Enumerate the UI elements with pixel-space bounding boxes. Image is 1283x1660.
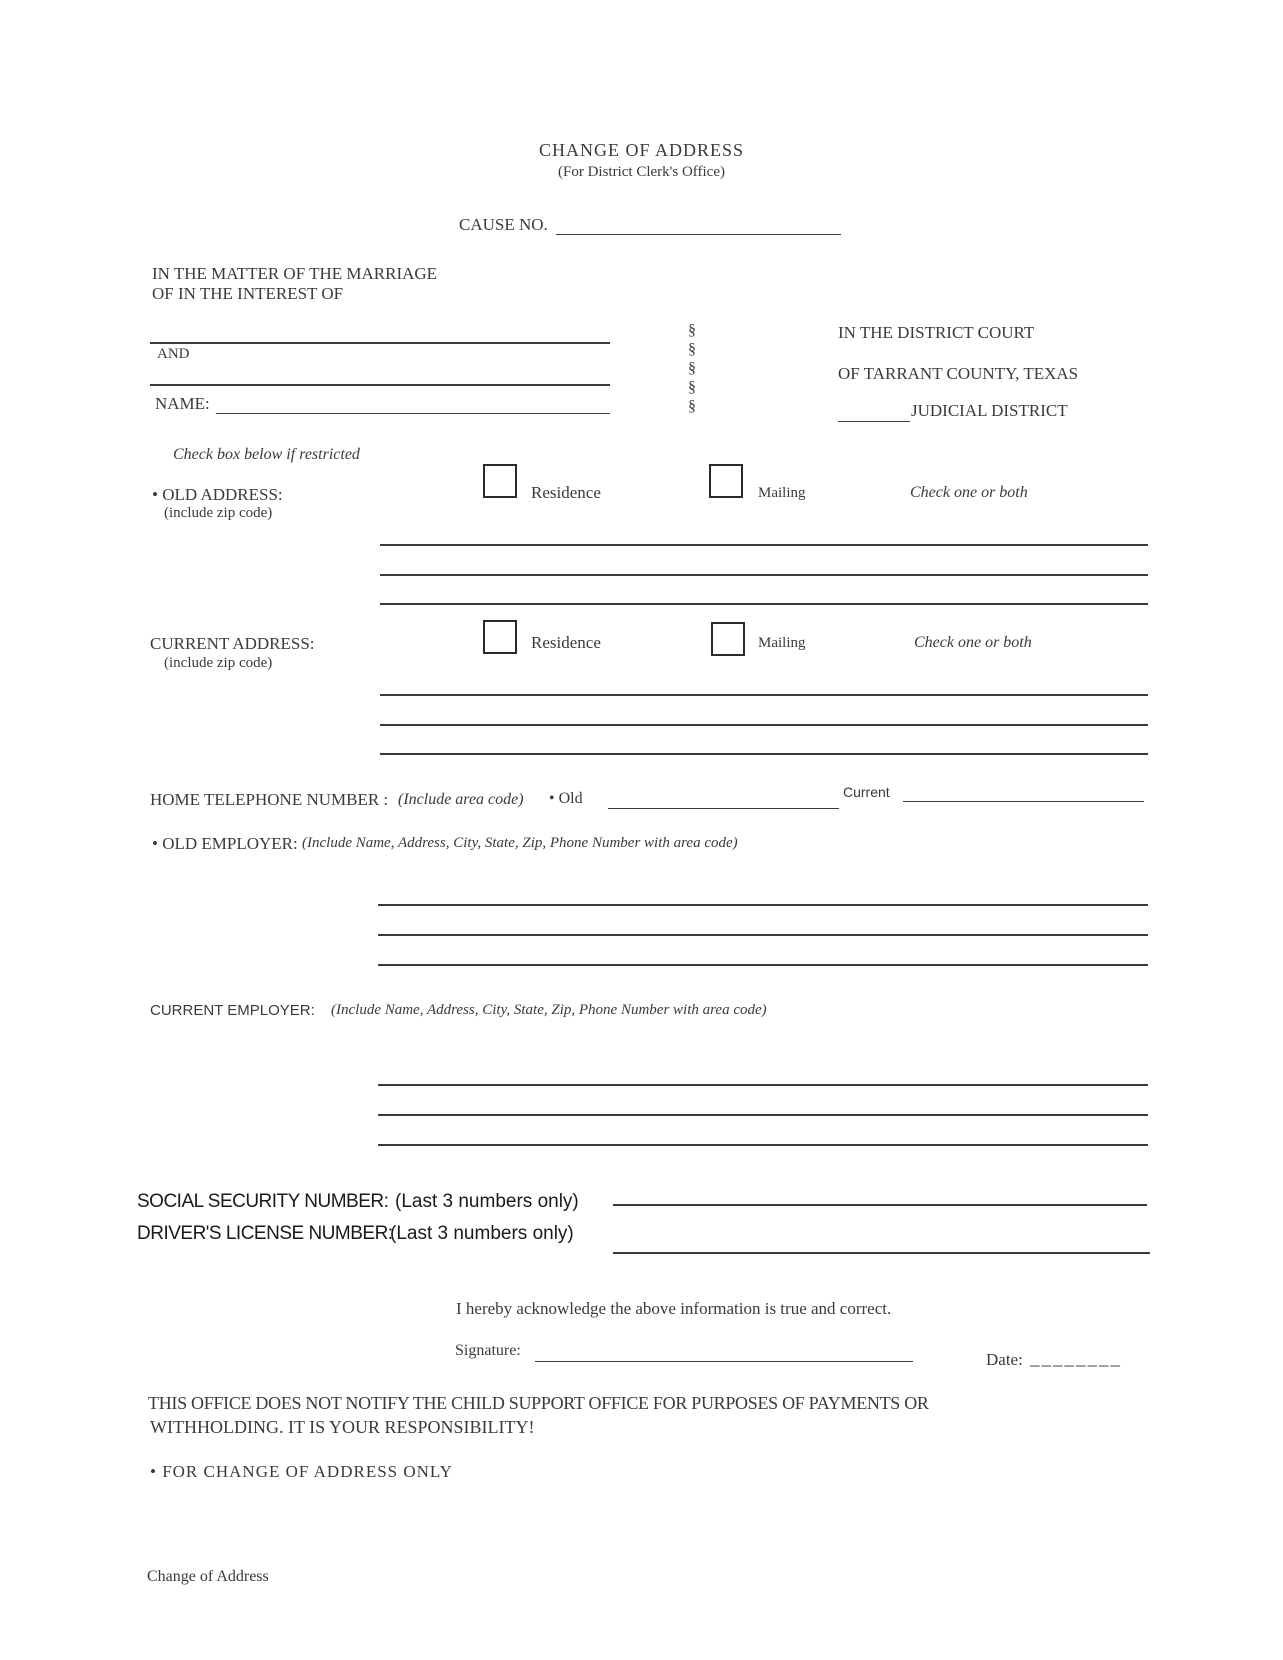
old-employer-line[interactable]: [378, 910, 1148, 932]
current-employer-label: CURRENT EMPLOYER:: [150, 1002, 315, 1019]
phone-old-underline: [608, 808, 839, 809]
old-residence-label: Residence: [531, 483, 601, 502]
old-address-rule: [380, 574, 1148, 576]
district-label: JUDICIAL DISTRICT: [911, 401, 1068, 420]
matter-line1: IN THE MATTER OF THE MARRIAGE: [152, 264, 438, 283]
current-employer-note: (Include Name, Address, City, State, Zip, Phone Number with area code): [331, 1002, 767, 1018]
name-field[interactable]: [216, 392, 610, 412]
ssn-label: SOCIAL SECURITY NUMBER:: [137, 1191, 389, 1212]
ssn-underline: [613, 1204, 1147, 1206]
old-employer-line[interactable]: [378, 880, 1148, 902]
party2-field[interactable]: [150, 362, 610, 382]
current-employer-line[interactable]: [378, 1090, 1148, 1112]
ssn-field[interactable]: [613, 1180, 1147, 1202]
signature-field[interactable]: [535, 1340, 913, 1360]
current-address-rule: [380, 694, 1148, 696]
date-field[interactable]: ________: [1030, 1348, 1122, 1369]
old-address-label: • OLD ADDRESS:: [152, 485, 283, 504]
old-address-line[interactable]: [380, 550, 1148, 572]
name-label: NAME:: [155, 394, 210, 413]
current-check-note: Check one or both: [914, 634, 1032, 651]
district-field[interactable]: [838, 400, 908, 420]
old-address-rule: [380, 544, 1148, 546]
current-address-rule: [380, 753, 1148, 755]
and-label: AND: [157, 346, 190, 362]
old-mailing-checkbox[interactable]: [709, 464, 743, 498]
section-symbol: §: [688, 341, 696, 358]
current-employer-rule: [378, 1114, 1148, 1116]
phone-label: HOME TELEPHONE NUMBER :: [150, 790, 389, 809]
old-employer-line[interactable]: [378, 940, 1148, 962]
old-address-rule: [380, 603, 1148, 605]
old-employer-rule: [378, 934, 1148, 936]
old-residence-checkbox[interactable]: [483, 464, 517, 498]
current-residence-label: Residence: [531, 633, 601, 652]
cause-underline: [556, 234, 841, 235]
matter-line2: OF IN THE INTEREST OF: [152, 284, 344, 303]
current-mailing-label: Mailing: [758, 635, 806, 651]
phone-current-field[interactable]: [903, 780, 1143, 800]
footnote: • FOR CHANGE OF ADDRESS ONLY: [150, 1462, 453, 1481]
current-address-sublabel: (include zip code): [164, 655, 273, 671]
cause-field[interactable]: [556, 213, 841, 233]
form-title: CHANGE OF ADDRESS: [538, 140, 745, 160]
old-employer-rule: [378, 964, 1148, 966]
old-mailing-label: Mailing: [758, 485, 806, 501]
date-label: Date:: [986, 1350, 1023, 1369]
page-footer: Change of Address: [147, 1568, 269, 1585]
section-symbol: §: [688, 322, 696, 339]
court-line2: OF TARRANT COUNTY, TEXAS: [838, 364, 1079, 383]
party1-field[interactable]: [150, 320, 610, 340]
party2-line: [150, 384, 610, 386]
current-address-line[interactable]: [380, 670, 1148, 692]
name-underline: [216, 413, 610, 414]
dl-underline: [613, 1252, 1150, 1254]
old-address-sublabel: (include zip code): [164, 505, 273, 521]
current-residence-checkbox[interactable]: [483, 620, 517, 654]
current-address-label: CURRENT ADDRESS:: [150, 634, 315, 653]
phone-current-underline: [903, 801, 1144, 802]
restrict-note: Check box below if restricted: [173, 446, 360, 463]
ssn-note: (Last 3 numbers only): [395, 1191, 579, 1212]
district-underline: [838, 421, 910, 422]
section-symbol: §: [688, 379, 696, 396]
signature-label: Signature:: [455, 1342, 521, 1359]
court-line1: IN THE DISTRICT COURT: [838, 323, 1035, 342]
notice-line1: THIS OFFICE DOES NOT NOTIFY THE CHILD SUPPORT OFFICE FOR PURPOSES OF PAYMENTS OR: [148, 1393, 929, 1413]
dl-field[interactable]: [613, 1228, 1150, 1250]
current-employer-line[interactable]: [378, 1060, 1148, 1082]
phone-current-label: Current: [843, 784, 890, 800]
current-address-line[interactable]: [380, 700, 1148, 722]
phone-old-label: • Old: [549, 790, 583, 807]
old-employer-label: • OLD EMPLOYER:: [152, 834, 298, 853]
section-symbol: §: [688, 360, 696, 377]
cause-label: CAUSE NO.: [459, 215, 548, 234]
dl-label: DRIVER'S LICENSE NUMBER:: [137, 1223, 393, 1244]
dl-note: (Last 3 numbers only): [390, 1223, 574, 1244]
old-check-note: Check one or both: [910, 484, 1028, 501]
old-employer-rule: [378, 904, 1148, 906]
current-employer-line[interactable]: [378, 1120, 1148, 1142]
notice-line2: WITHHOLDING. IT IS YOUR RESPONSIBILITY!: [150, 1417, 535, 1437]
signature-underline: [535, 1361, 913, 1362]
current-address-line[interactable]: [380, 730, 1148, 752]
phone-note: (Include area code): [398, 791, 524, 808]
current-address-rule: [380, 724, 1148, 726]
acknowledge-text: I hereby acknowledge the above information is true and correct.: [456, 1299, 892, 1318]
current-employer-rule: [378, 1084, 1148, 1086]
section-symbol: §: [688, 398, 696, 415]
current-mailing-checkbox[interactable]: [711, 622, 745, 656]
old-address-line[interactable]: [380, 520, 1148, 542]
current-employer-rule: [378, 1144, 1148, 1146]
old-address-line[interactable]: [380, 580, 1148, 602]
old-employer-note: (Include Name, Address, City, State, Zip, Phone Number with area code): [302, 835, 738, 851]
form-subtitle: (For District Clerk's Office): [558, 164, 725, 180]
phone-old-field[interactable]: [608, 786, 838, 806]
party1-line: [150, 342, 610, 344]
